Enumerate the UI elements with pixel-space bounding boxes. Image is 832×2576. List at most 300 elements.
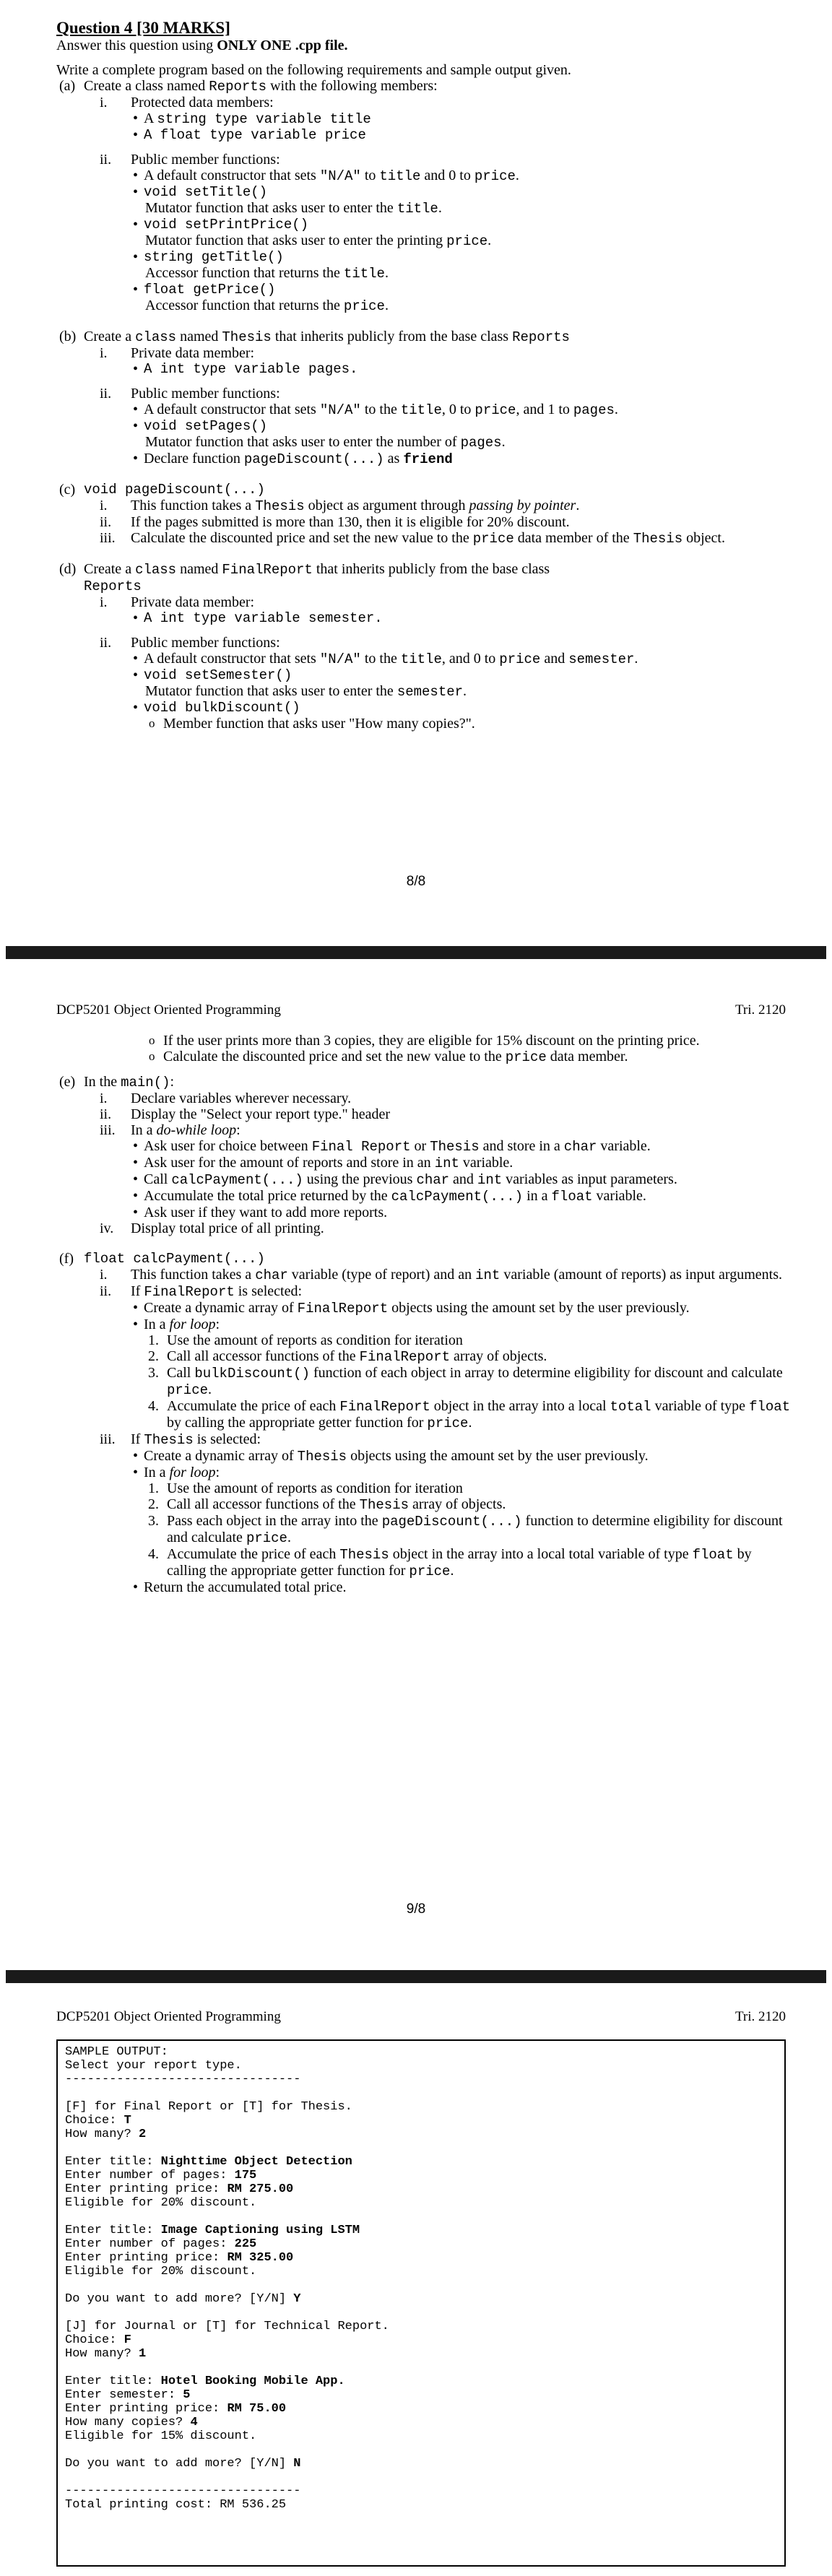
code-text: Reports (512, 329, 570, 345)
console-user-input: 175 (234, 2169, 257, 2182)
code-text: • float getPrice() (144, 282, 276, 298)
text: Ask user for the amount of reports and store in an (144, 1155, 435, 1171)
roman-label: ii. (100, 1106, 112, 1122)
text: Accumulate the price of each (167, 1398, 340, 1414)
text: Display the "Select your report type." header (131, 1106, 390, 1122)
console-user-input: Hotel Booking Mobile App. (160, 2375, 345, 2388)
code-text: Thesis (633, 531, 683, 547)
text: Create a dynamic array of (144, 1300, 298, 1316)
text: In the (84, 1074, 121, 1090)
console-user-input: F (124, 2333, 131, 2347)
part-a-ii (56, 152, 793, 168)
text: variable. (592, 1188, 646, 1204)
item-number: 4. (148, 1546, 159, 1562)
bullet (56, 1138, 793, 1155)
text: array of objects. (450, 1348, 547, 1364)
part-e-i (56, 1090, 793, 1106)
page-10 (0, 1983, 832, 2576)
text: . (576, 498, 580, 513)
console-text: Eligible for 15% discount. (65, 2429, 257, 2443)
item-number: 3. (148, 1513, 159, 1529)
sample-output-line (65, 2306, 777, 2320)
text: by calling the appropriate getter function for (167, 1415, 428, 1431)
text: If (131, 1283, 144, 1299)
italic-text: for loop (169, 1465, 216, 1480)
text: in a (523, 1188, 552, 1204)
description (56, 233, 793, 249)
text: Mutator function that asks user to enter the (145, 200, 397, 216)
console-text: -------------------------------- (65, 2073, 301, 2086)
sample-output-line (65, 2045, 777, 2059)
console-user-input: Y (293, 2292, 301, 2306)
bullet-pre: A (144, 110, 157, 126)
text: . (450, 1563, 454, 1579)
code-text: semester (568, 651, 635, 667)
roman-label: i. (100, 594, 108, 610)
roman-label: ii. (100, 1283, 112, 1299)
part-e-label: (e) (59, 1074, 76, 1090)
text: : (170, 1074, 175, 1090)
page-header (56, 2009, 786, 2025)
code-text: price (472, 531, 514, 547)
item-number: 4. (148, 1398, 159, 1414)
console-text: Enter number of pages: (65, 2237, 235, 2251)
text: named (176, 329, 222, 344)
console-user-input: N (293, 2457, 301, 2471)
text: • Ask user if they want to add more reports. (144, 1205, 388, 1220)
code-text: title (396, 201, 438, 217)
item-number: 3. (148, 1365, 159, 1381)
text: : (236, 1122, 240, 1138)
code-text: title (343, 266, 385, 282)
text: . (634, 651, 638, 667)
text: using the previous (303, 1171, 417, 1187)
text: If the pages submitted is more than 130, then it is eligible for 20% discount. (131, 514, 570, 530)
sample-output-line (65, 2265, 777, 2278)
roman-label: i. (100, 1090, 108, 1106)
roman-label: iii. (100, 1122, 116, 1138)
code-text: class (135, 329, 177, 345)
part-c-i (56, 498, 793, 514)
text: and (449, 1171, 477, 1187)
sample-output-line (65, 2100, 777, 2114)
text: Use the amount of reports as condition for iteration (167, 1480, 463, 1496)
code-text: Thesis (359, 1497, 410, 1513)
sub-bullet: o Member function that asks user "How many copies?". (56, 716, 793, 732)
part-a-i (56, 95, 793, 110)
sample-output-line (65, 2402, 777, 2416)
text: Private data member: (131, 594, 255, 610)
item-number: 1. (148, 1332, 159, 1348)
code-text: price (343, 298, 385, 314)
text: Accessor function that returns the (145, 265, 344, 281)
console-user-input: RM 275.00 (227, 2182, 294, 2196)
code-text: Reports (84, 578, 142, 594)
console-text: [J] for Journal or [T] for Technical Report. (65, 2320, 389, 2333)
text: objects using the amount set by the user previously. (388, 1300, 690, 1316)
console-user-input: 1 (139, 2347, 147, 2361)
text: by calling the appropriate getter function for (167, 1546, 752, 1579)
console-text: Enter title: (65, 2375, 161, 2388)
code-text: Thesis (255, 498, 305, 514)
code-text: float (551, 1189, 593, 1205)
console-text (65, 2306, 72, 2320)
part-a (56, 78, 793, 95)
text: Mutator function that asks user to enter the number of (145, 434, 461, 450)
text: . (614, 402, 618, 417)
code-text: void pageDiscount(...) (84, 482, 265, 498)
text: object as argument through (304, 498, 469, 513)
part-c-ii (56, 514, 793, 530)
code-text: price (409, 1564, 451, 1579)
sample-output-line (65, 2155, 777, 2169)
sample-output-line (65, 2347, 777, 2361)
numbered-item (56, 1546, 793, 1579)
intro-text: Write a complete program based on the following requirements and sample output given. (56, 62, 571, 78)
sample-output-line (65, 2471, 777, 2484)
code-text: Final Report (311, 1139, 411, 1155)
text: Create a dynamic array of (144, 1448, 298, 1464)
console-text: [F] for Final Report or [T] for Thesis. (65, 2100, 352, 2114)
console-text (65, 2210, 72, 2224)
bullet (56, 1465, 793, 1480)
text: Accessor function that returns the (145, 298, 344, 313)
code-text: FinalReport (359, 1349, 451, 1365)
bullet (56, 451, 793, 467)
sample-output-line (65, 2224, 777, 2237)
sample-output-line (65, 2059, 777, 2073)
console-text: Enter printing price: (65, 2251, 228, 2265)
sample-output-line (65, 2196, 777, 2210)
code-text: char (255, 1267, 288, 1283)
code-text: price (167, 1382, 209, 1398)
page-number: 9/8 (406, 1901, 426, 1917)
console-text: Enter title: (65, 2224, 161, 2237)
console-text (65, 2086, 72, 2100)
text: Call (167, 1365, 195, 1381)
bullet (56, 418, 793, 434)
code-text: FinalReport (144, 1284, 235, 1300)
code-text: price (474, 402, 516, 418)
code-text: calcPayment(...) (391, 1189, 524, 1205)
console-text: -------------------------------- (65, 2484, 301, 2498)
console-text: Choice: (65, 2333, 124, 2347)
text: Call all accessor functions of the (167, 1348, 360, 1364)
italic-text: for loop (169, 1317, 216, 1332)
text: Mutator function that asks user to enter the (145, 683, 397, 699)
code-text: price (474, 168, 516, 184)
code-text: total (610, 1399, 651, 1415)
code-text: "N/A" (319, 402, 361, 418)
text: , and 1 to (516, 402, 573, 417)
text: data member of the (514, 530, 633, 546)
text: , 0 to (441, 402, 475, 417)
code-text: char (563, 1139, 597, 1155)
part-e-ii (56, 1106, 793, 1122)
text: that inherits publicly from the base class (271, 329, 513, 344)
text: Ask user for choice between (144, 1138, 312, 1154)
header-course: DCP5201 Object Oriented Programming (56, 2009, 281, 2024)
text: to (360, 168, 380, 183)
instruction-bold: ONLY ONE (217, 38, 292, 53)
part-b (56, 329, 793, 345)
code-text: "N/A" (319, 168, 361, 184)
text: Mutator function that asks user to enter the printing (145, 233, 447, 248)
code-text: • void setPages() (144, 418, 268, 434)
console-user-input: 225 (234, 2237, 257, 2251)
bullet (56, 1205, 793, 1220)
roman-label: iv. (100, 1220, 114, 1236)
console-text: Enter printing price: (65, 2402, 228, 2416)
description (56, 265, 793, 282)
part-b-ii (56, 386, 793, 402)
text: . (468, 1415, 472, 1431)
page-separator (6, 946, 826, 959)
console-text: Eligible for 20% discount. (65, 2265, 257, 2278)
text: Accumulate the price of each (167, 1546, 340, 1562)
question-title: Question 4 [30 MARKS] (56, 19, 230, 37)
text: . (488, 233, 492, 248)
text: as (384, 451, 404, 467)
roman-label: i. (100, 1267, 108, 1283)
code-text: • void setSemester() (144, 667, 292, 683)
part-c (56, 482, 793, 498)
instruction-pre: Answer this question using (56, 38, 217, 53)
part-a-label: (a) (59, 78, 76, 94)
console-text: How many? (65, 2347, 139, 2361)
sample-output-line (65, 2320, 777, 2333)
part-d-ii (56, 635, 793, 651)
code-text: • string getTitle() (144, 249, 284, 265)
text: that inherits publicly from the base class (312, 561, 550, 577)
description (56, 200, 793, 217)
sample-output-line (65, 2182, 777, 2196)
sample-output-line (65, 2141, 777, 2155)
text: In a (144, 1317, 170, 1332)
console-text: Total printing cost: RM 536.25 (65, 2498, 287, 2512)
roman-label: i. (100, 498, 108, 513)
text: Calculate the discounted price and set the new value to the (131, 530, 473, 546)
description (56, 434, 793, 451)
text: variable of type (651, 1398, 750, 1414)
code-text: Thesis (430, 1139, 480, 1155)
text: Declare variables wherever necessary. (131, 1090, 352, 1106)
console-text: Select your report type. (65, 2059, 242, 2073)
text: . (384, 265, 389, 281)
roman-label: i. (100, 95, 108, 110)
bullet (56, 610, 793, 626)
text: and (540, 651, 569, 667)
italic-text: do-while loop (156, 1122, 237, 1138)
sample-output-line (65, 2251, 777, 2265)
console-text (65, 2471, 72, 2484)
text: This function takes a (131, 1267, 256, 1283)
console-text (65, 2443, 72, 2457)
sample-output-line (65, 2169, 777, 2182)
sample-output-line (65, 2388, 777, 2402)
text: A default constructor that sets (144, 168, 320, 183)
sample-output-line (65, 2375, 777, 2388)
sample-output-box (56, 2039, 786, 2567)
text: Public member functions: (131, 386, 280, 402)
bullet (56, 1317, 793, 1332)
code-text: • void setTitle() (144, 184, 268, 200)
part-f-i (56, 1267, 793, 1283)
code-text: • A int type variable semester. (144, 610, 383, 626)
bullet (56, 700, 793, 716)
text: function of each object in array to determine eligibility for discount and calculate (309, 1365, 783, 1381)
code-text: price (427, 1415, 469, 1431)
part-b-label: (b) (59, 329, 77, 344)
header-course: DCP5201 Object Oriented Programming (56, 1002, 281, 1018)
text: variable (amount of reports) as input arguments. (500, 1267, 782, 1283)
item-number: 1. (148, 1480, 159, 1496)
console-text: Eligible for 20% discount. (65, 2196, 257, 2210)
console-text: Enter title: (65, 2155, 161, 2169)
text: Declare function (144, 451, 244, 467)
sample-output-line (65, 2484, 777, 2498)
sample-output-line (65, 2361, 777, 2375)
numbered-item (56, 1513, 793, 1546)
bullet (56, 361, 793, 377)
part-a-text: Create a class named (84, 78, 209, 94)
roman-label: iii. (100, 530, 116, 546)
code-text: main() (121, 1075, 170, 1090)
text: Pass each object in the array into the (167, 1513, 382, 1529)
roman-label: ii. (100, 635, 112, 651)
bullet (56, 402, 793, 418)
text: named (176, 561, 222, 577)
bullet (56, 184, 793, 200)
text: If (131, 1431, 144, 1447)
page-8 (0, 0, 832, 946)
text: variables as input parameters. (502, 1171, 677, 1187)
text: object in the array into a local total variable of type (389, 1546, 693, 1562)
header-trimester: Tri. 2120 (734, 2009, 786, 2024)
code-text: price (505, 1049, 547, 1065)
text: Display total price of all printing. (131, 1220, 324, 1236)
bullet (56, 1171, 793, 1188)
text: object. (682, 530, 725, 546)
instruction-post: .cpp file. (291, 38, 348, 53)
text: object in the array into a local (430, 1398, 610, 1414)
part-a-class: Reports (209, 79, 267, 95)
instruction (56, 38, 793, 53)
bullet (56, 1155, 793, 1171)
part-d-label: (d) (59, 561, 77, 577)
sample-output-line (65, 2443, 777, 2457)
bullet (56, 1448, 793, 1465)
part-a-text-post: with the following members: (266, 78, 438, 94)
text: . (287, 1530, 291, 1545)
code-text: pageDiscount(...) (243, 451, 384, 467)
text: objects using the amount set by the user previously. (347, 1448, 649, 1464)
console-user-input: RM 75.00 (227, 2402, 287, 2416)
text: A default constructor that sets (144, 651, 320, 667)
page-header (56, 1002, 786, 1018)
console-user-input: 5 (183, 2388, 191, 2402)
text: array of objects. (409, 1496, 506, 1512)
console-user-input: Image Captioning using LSTM (160, 2224, 360, 2237)
text: . (438, 200, 442, 216)
part-e (56, 1074, 793, 1090)
bullet (56, 110, 793, 127)
console-text: How many? (65, 2128, 139, 2141)
sample-output-line (65, 2292, 777, 2306)
sample-output-line (65, 2416, 777, 2429)
code-text: class (135, 562, 177, 578)
code-text: string type variable title (157, 111, 371, 127)
text: This function takes a (131, 498, 256, 513)
console-text (65, 2141, 72, 2155)
page-9 (0, 959, 832, 1970)
bullet (56, 127, 793, 143)
console-text: Enter number of pages: (65, 2169, 235, 2182)
italic-text: passing by pointer (469, 498, 576, 513)
code-text: pages (460, 435, 502, 451)
sample-output-line (65, 2210, 777, 2224)
bullet (56, 282, 793, 298)
code-text: • void setPrintPrice() (144, 217, 309, 233)
text: Public member functions: (131, 635, 280, 651)
console-user-input: RM 325.00 (227, 2251, 294, 2265)
text: variable (type of report) and an (287, 1267, 476, 1283)
code-text: title (400, 651, 442, 667)
code-text: price (499, 651, 541, 667)
text: In a (131, 1122, 157, 1138)
part-a-ii-text: Public member functions: (131, 152, 280, 168)
sample-output-line (65, 2086, 777, 2100)
part-d-i (56, 594, 793, 610)
text: variable. (597, 1138, 651, 1154)
sample-output-line (65, 2429, 777, 2443)
text: , and 0 to (441, 651, 500, 667)
sample-output-line (65, 2278, 777, 2292)
code-text: pages (573, 402, 615, 418)
page-number: 8/8 (406, 874, 426, 889)
text: function to determine eligibility for discount and calculate (167, 1513, 783, 1545)
part-f-iii (56, 1431, 793, 1448)
bullet (56, 667, 793, 683)
console-text: Choice: (65, 2114, 124, 2128)
sample-output-line (65, 2457, 777, 2471)
text: . (515, 168, 519, 183)
console-text: Do you want to add more? [Y/N] (65, 2457, 294, 2471)
text: is selected: (193, 1431, 261, 1447)
console-text: How many copies? (65, 2416, 191, 2429)
part-f-ii (56, 1283, 793, 1300)
page-separator (6, 1970, 826, 1983)
text: A default constructor that sets (144, 402, 320, 417)
code-text: • A int type variable pages. (144, 361, 358, 377)
bullet (56, 1579, 793, 1595)
numbered-item (56, 1365, 793, 1398)
code-text: FinalReport (222, 562, 313, 578)
code-text: price (446, 233, 488, 249)
sub-bullet: o If the user prints more than 3 copies, they are eligible for 15% discount on the printing price. (56, 1033, 793, 1049)
code-text: FinalReport (297, 1301, 389, 1317)
console-text: Enter semester: (65, 2388, 183, 2402)
text: . (501, 434, 506, 450)
code-text: float calcPayment(...) (84, 1251, 265, 1267)
console-text: Do you want to add more? [Y/N] (65, 2292, 294, 2306)
part-e-iv (56, 1220, 793, 1236)
roman-label: i. (100, 345, 108, 361)
text: Call all accessor functions of the (167, 1496, 360, 1512)
code-text: bulkDiscount() (194, 1366, 310, 1382)
code-text: • A float type variable price (144, 127, 366, 143)
code-text: Thesis (144, 1432, 194, 1448)
